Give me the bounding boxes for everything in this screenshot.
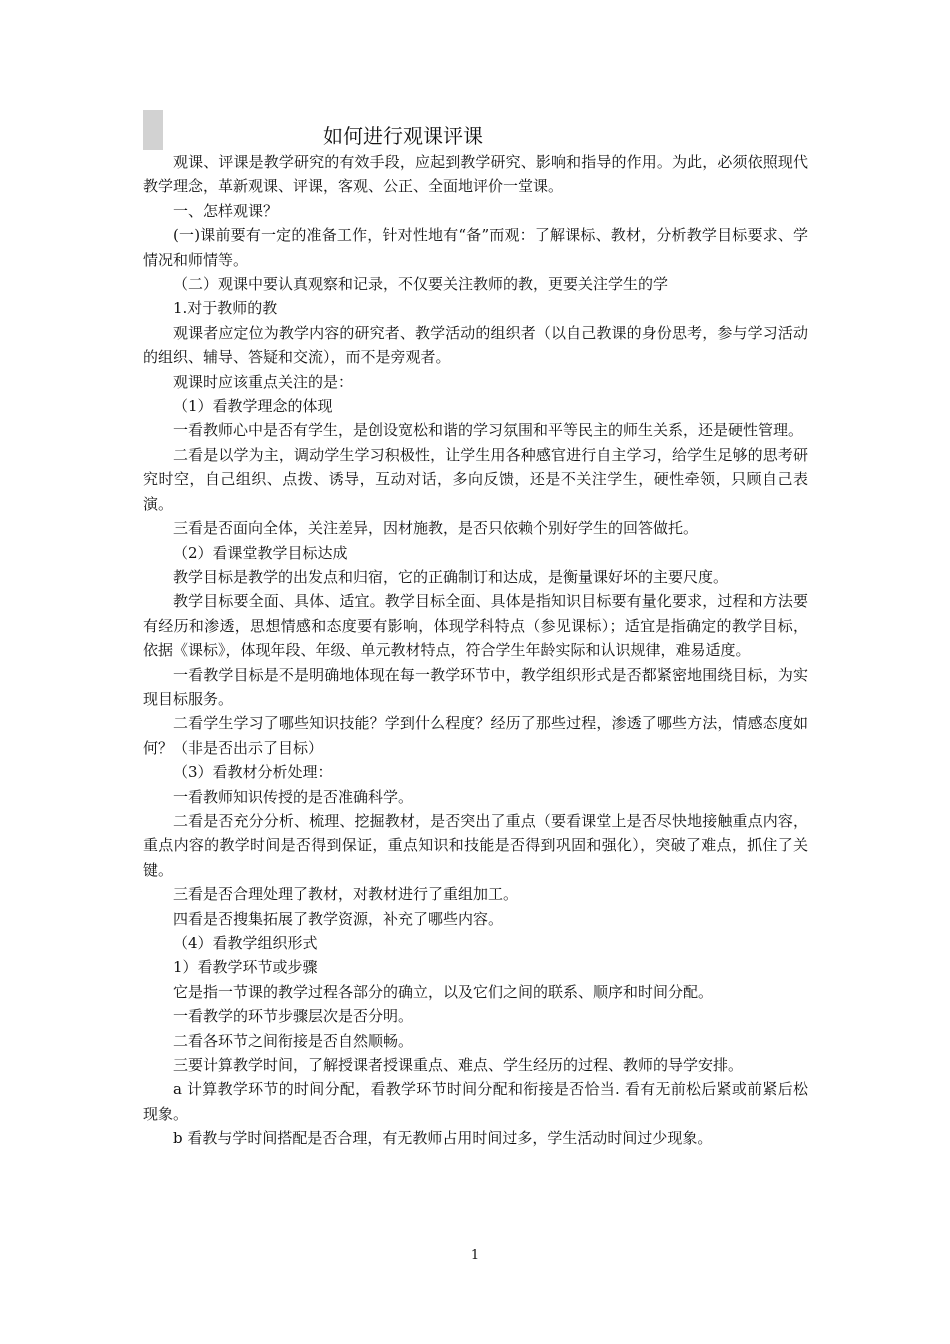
- subsection-heading: （二）观课中要认真观察和记录，不仅要关注教师的教，更要关注学生的学: [173, 275, 669, 294]
- paragraph: 二看是以学为主，调动学生学习积极性，让学生用各种感官进行自主学习，给学生足够的思考研究时空，自己组织、点拨、诱导，互动对话，多向反馈，还是不关注学生，硬性牵领，只顾自己表演。: [143, 445, 808, 513]
- paragraph: 三看是否面向全体，关注差异，因材施教，是否只依赖个别好学生的回答做托。: [173, 519, 699, 538]
- paragraph: 一看教学的环节步骤层次是否分明。: [173, 1007, 414, 1026]
- paragraph: 一看教师知识传授的是否准确科学。: [173, 787, 414, 806]
- document-body: [143, 150, 808, 1151]
- paragraph: 二看学生学习了哪些知识技能？学到什么程度？经历了那些过程，渗透了哪些方法，情感态度如何？（非是否出示了目标）: [143, 714, 808, 757]
- document-title: 如何进行观课评课: [323, 124, 483, 148]
- paragraph: 观课者应定位为教学内容的研究者、教学活动的组织者（以自己教课的身份思考，参与学习活动的组织、辅导、答疑和交流），而不是旁观者。: [143, 323, 808, 367]
- subsection-heading: （2）看课堂教学目标达成: [173, 543, 348, 562]
- paragraph: 二看各环节之间衔接是否自然顺畅。: [173, 1031, 414, 1050]
- paragraph: 三看是否合理处理了教材，对教材进行了重组加工。: [173, 885, 519, 904]
- subsection-heading: 1.对于教师的教: [173, 299, 278, 318]
- paragraph: 一看教学目标是不是明确地体现在每一教学环节中，教学组织形式是否都紧密地围绕目标，为实现目标服务。: [143, 665, 808, 708]
- paragraph: 四看是否搜集拓展了教学资源，补充了哪些内容。: [173, 909, 504, 928]
- paragraph: 二看是否充分分析、梳理、挖掘教材，是否突出了重点（要看课堂上是否尽快地接触重点内容，重点内容的教学时间是否得到保证，重点知识和技能是否得到巩固和强化），突破了难点，抓住了关键。: [143, 811, 808, 879]
- paragraph: (一)课前要有一定的准备工作，针对性地有“备”而观：了解课标、教材，分析教学目标要求、学情况和师情等。: [143, 226, 808, 269]
- paragraph: 教学目标是教学的出发点和归宿，它的正确制订和达成，是衡量课好坏的主要尺度。: [173, 567, 729, 586]
- section-heading: 一、怎样观课？: [173, 201, 279, 220]
- paragraph: 观课时应该重点关注的是：: [173, 372, 354, 391]
- subsection-heading: （4）看教学组织形式: [173, 934, 318, 952]
- subsection-heading: （3）看教材分析处理：: [173, 763, 333, 782]
- paragraph: 教学目标要全面、具体、适宜。教学目标全面、具体是指知识目标要有量化要求，过程和方法要有经历和渗透，思想情感和态度要有影响，体现学科特点（参见课标）；适宜是指确定的教学目标，依据《课标》，体现年段、年级、单元教材特点，符合学生年龄实际和认识规律，难易适度。: [143, 592, 808, 660]
- paragraph: b 看教与学时间搭配是否合理，有无教师占用时间过多，学生活动时间过少现象。: [173, 1129, 713, 1148]
- paragraph: 它是指一节课的教学过程各部分的确立，以及它们之间的联系、顺序和时间分配。: [173, 982, 714, 1001]
- subsection-heading: （1）看教学理念的体现: [173, 397, 333, 416]
- paragraph: a 计算教学环节的时间分配，看教学环节时间分配和衔接是否恰当. 看有无前松后紧或前紧后松现象。: [143, 1080, 808, 1123]
- paragraph: 观课、评课是教学研究的有效手段，应起到教学研究、影响和指导的作用。为此，必须依照现代教学理念，革新观课、评课，客观、公正、全面地评价一堂课。: [143, 153, 808, 196]
- subsection-heading: 1）看教学环节或步骤: [173, 958, 318, 977]
- paragraph: 三要计算教学时间，了解授课者授课重点、难点、学生经历的过程、教师的导学安排。: [173, 1056, 744, 1075]
- page-number: 1: [470, 1248, 480, 1263]
- paragraph: 一看教师心中是否有学生，是创设宽松和谐的学习氛围和平等民主的师生关系，还是硬性管理。: [173, 421, 804, 440]
